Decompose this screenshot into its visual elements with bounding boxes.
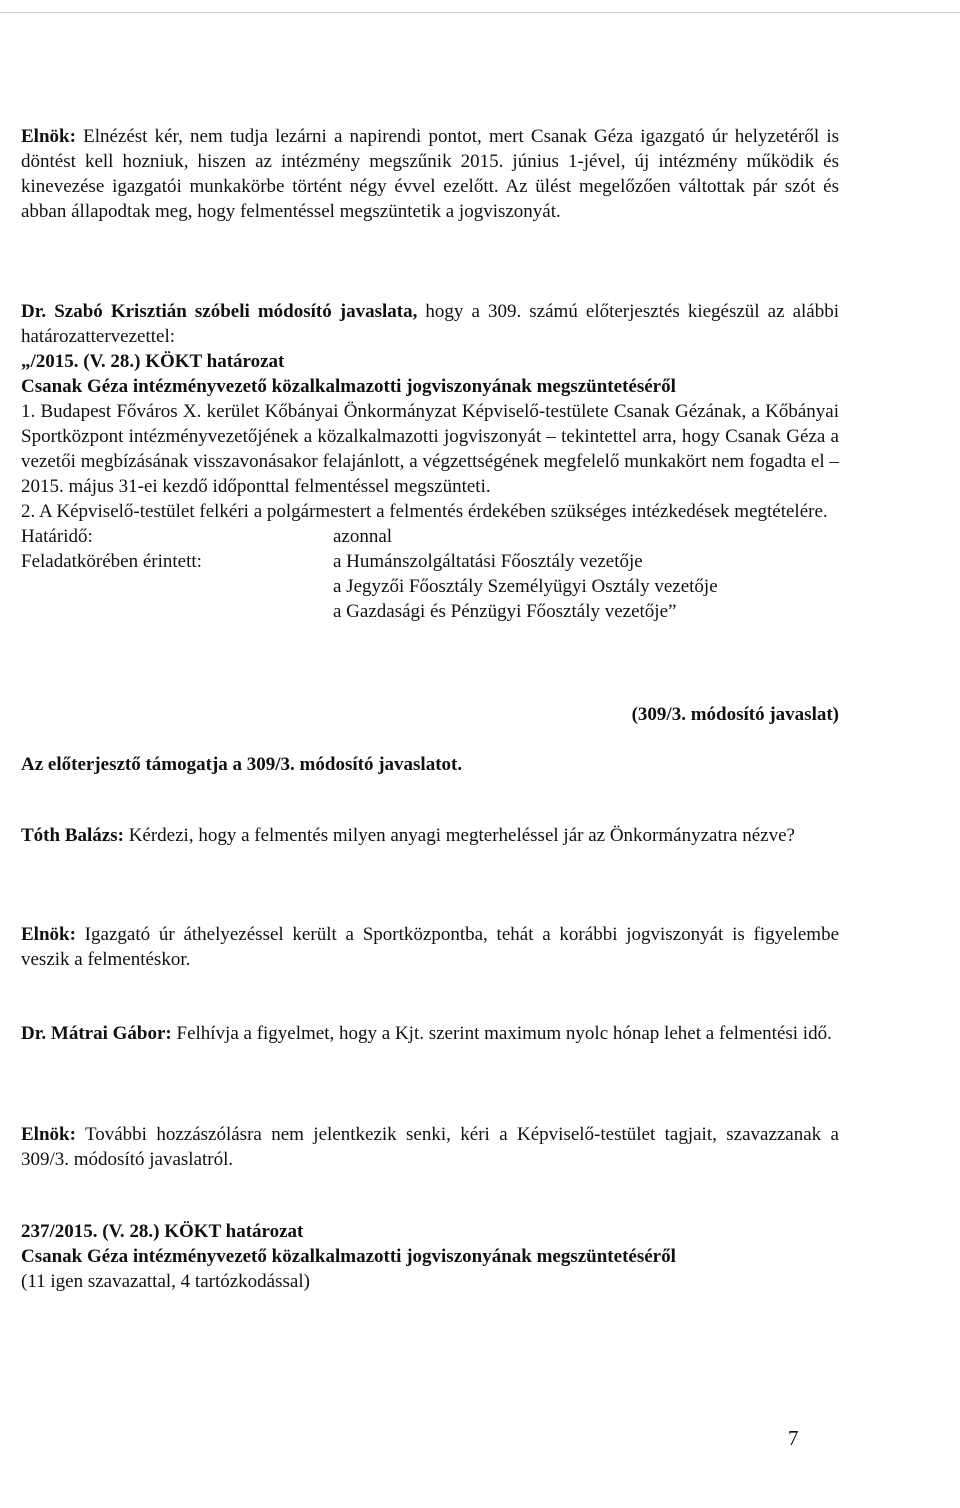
speech-elnok-3 bbox=[21, 1122, 839, 1172]
top-divider bbox=[0, 12, 960, 13]
speaker-label: Elnök: bbox=[21, 1124, 76, 1145]
deadline-value: azonnal bbox=[333, 526, 393, 547]
speech-text: Felhívja a figyelmet, hogy a Kjt. szerint maximum nyolc hónap lehet a felmentési idő. bbox=[171, 1023, 832, 1044]
speech-text: További hozzászólásra nem jelentkezik senki, kéri a Képviselő-testület tagjait, szavazzanak a 309/3. módosító javaslatról. bbox=[21, 1124, 839, 1170]
speech-text: Igazgató úr áthelyezéssel került a Sportközpontba, tehát a korábbi jogviszonyát is figyelembe veszik a felmentéskor. bbox=[21, 924, 839, 970]
responsible-value-2: a Jegyzői Főosztály Személyügyi Osztály vezetője bbox=[333, 576, 718, 597]
draft-resolution-point-1: 1. Budapest Főváros X. kerület Kőbányai Önkormányzat Képviselő-testülete Csanak Gézának, a Kőbányai Sportközpont intézményvezetőjének a közalkalmazotti jogviszonyát – tekintettel arra, hogy Csanak Géza a vezetői megbízásának visszavonásakor felajánlott, a végzettségének megfelelő munkakört nem fogadta el – 2015. május 31-ei kezdő időponttal felmentéssel megszünteti. bbox=[21, 401, 839, 497]
final-resolution bbox=[21, 1219, 839, 1294]
final-resolution-title: Csanak Géza intézményvezető közalkalmazotti jogviszonyának megszüntetéséről bbox=[21, 1246, 676, 1267]
speaker-label: Elnök: bbox=[21, 126, 76, 147]
responsible-row bbox=[21, 549, 839, 574]
draft-resolution-number: „/2015. (V. 28.) KÖKT határozat bbox=[21, 351, 285, 372]
final-resolution-vote: (11 igen szavazattal, 4 tartózkodással) bbox=[21, 1271, 310, 1292]
speaker-label: Dr. Mátrai Gábor: bbox=[21, 1023, 172, 1044]
speech-matrai-gabor bbox=[21, 1021, 839, 1046]
proposal-speaker: Dr. Szabó Krisztián szóbeli módosító javaslata, bbox=[21, 301, 418, 322]
draft-resolution-title: Csanak Géza intézményvezető közalkalmazotti jogviszonyának megszüntetéséről bbox=[21, 376, 676, 397]
final-resolution-number: 237/2015. (V. 28.) KÖKT határozat bbox=[21, 1221, 304, 1242]
draft-resolution-point-2: 2. A Képviselő-testület felkéri a polgármestert a felmentés érdekében szükséges intézkedések megtételére. bbox=[21, 501, 828, 522]
deadline-row bbox=[21, 524, 839, 549]
responsible-label: Feladatkörében érintett: bbox=[21, 551, 202, 572]
responsible-value-1: a Humánszolgáltatási Főosztály vezetője bbox=[333, 551, 643, 572]
support-statement: Az előterjesztő támogatja a 309/3. módosító javaslatot. bbox=[21, 754, 463, 775]
proposal-reference: (309/3. módosító javaslat) bbox=[631, 704, 839, 725]
proposal-intro: hogy a 309. számú előterjesztés kiegészül az alábbi határozattervezettel: bbox=[21, 301, 839, 347]
speech-text: Elnézést kér, nem tudja lezárni a napirendi pontot, mert Csanak Géza igazgató úr helyzetéről is döntést kell hozniuk, hiszen az intézmény megszűnik 2015. június 1-jével, új intézmény működik és kinevezése igazgatói munkakörbe történt négy évvel ezelőtt. Az ülést megelőzően váltottak pár szót és abban állapodtak meg, hogy felmentéssel megszüntetik a jogviszonyát. bbox=[21, 126, 839, 222]
proposal-section bbox=[21, 299, 839, 624]
page-number: 7 bbox=[788, 1426, 799, 1450]
speaker-label: Elnök: bbox=[21, 924, 76, 945]
speech-elnok-2 bbox=[21, 922, 839, 972]
deadline-label: Határidő: bbox=[21, 526, 93, 547]
speech-toth-balazs bbox=[21, 823, 839, 848]
speaker-label: Tóth Balázs: bbox=[21, 825, 124, 846]
responsible-value-3: a Gazdasági és Pénzügyi Főosztály vezetője” bbox=[333, 601, 677, 622]
speech-text: Kérdezi, hogy a felmentés milyen anyagi megterheléssel jár az Önkormányzatra nézve? bbox=[123, 825, 795, 846]
speech-elnok-1 bbox=[21, 124, 839, 224]
